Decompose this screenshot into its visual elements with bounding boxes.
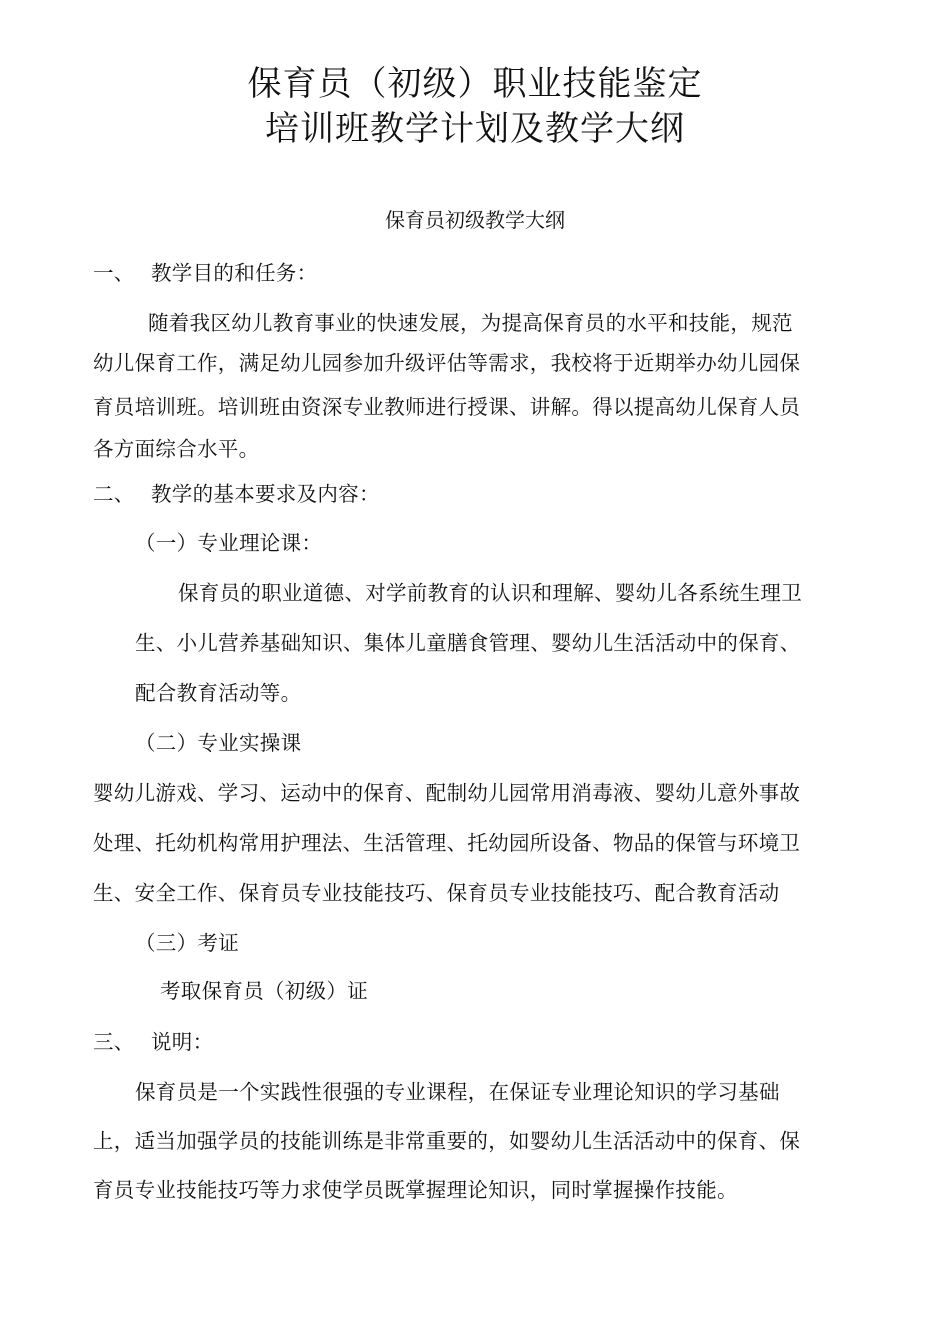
subsection-2-line: 婴幼儿游戏、学习、运动中的保育、配制幼儿园常用消毒液、婴幼儿意外事故: [93, 781, 801, 805]
document-title-line-1: 保育员（初级）职业技能鉴定: [247, 64, 703, 104]
subsection-3-heading: （三）考证: [135, 931, 239, 955]
section-1-paragraph-line: 随着我区幼儿教育事业的快速发展，为提高保育员的水平和技能，规范: [148, 311, 793, 335]
document-title-line-2: 培训班教学计划及教学大纲: [265, 109, 685, 149]
section-2-number: 二、: [93, 482, 135, 506]
section-1-heading: [93, 256, 317, 286]
section-3-heading: [93, 1025, 213, 1055]
subsection-1-line: 配合教育活动等。: [135, 681, 302, 705]
document-subtitle: 保育员初级教学大纲: [385, 208, 565, 232]
section-2-title: 教学的基本要求及内容：: [151, 482, 380, 506]
section-3-title: 说明：: [151, 1030, 214, 1054]
section-1-title: 教学目的和任务：: [151, 261, 318, 285]
section-3-paragraph-line: 育员专业技能技巧等力求使学员既掌握理论知识，同时掌握操作技能。: [93, 1178, 738, 1202]
subsection-3-text: 考取保育员（初级）证: [160, 979, 368, 1003]
section-1-paragraph-line: 育员培训班。培训班由资深专业教师进行授课、讲解。得以提高幼儿保育人员: [93, 395, 801, 419]
section-3-number: 三、: [93, 1030, 135, 1054]
section-3-paragraph-line: 保育员是一个实践性很强的专业课程，在保证专业理论知识的学习基础: [135, 1080, 780, 1104]
subsection-1-line: 生、小儿营养基础知识、集体儿童膳食管理、婴幼儿生活活动中的保育、: [135, 631, 801, 655]
subsection-2-line: 生、安全工作、保育员专业技能技巧、保育员专业技能技巧、配合教育活动: [93, 881, 780, 905]
section-3-paragraph-line: 上，适当加强学员的技能训练是非常重要的，如婴幼儿生活活动中的保育、保: [93, 1129, 801, 1153]
subsection-2-heading: （二）专业实操课: [135, 731, 302, 755]
section-1-paragraph-line: 幼儿保育工作，满足幼儿园参加升级评估等需求，我校将于近期举办幼儿园保: [93, 351, 801, 375]
section-1-number: 一、: [93, 261, 135, 285]
section-1-paragraph-line: 各方面综合水平。: [93, 437, 260, 461]
subsection-2-line: 处理、托幼机构常用护理法、生活管理、托幼园所设备、物品的保管与环境卫: [93, 831, 801, 855]
subsection-1-line: 保育员的职业道德、对学前教育的认识和理解、婴幼儿各系统生理卫: [178, 581, 802, 605]
subsection-1-heading: （一）专业理论课：: [135, 531, 323, 555]
section-2-heading: [93, 477, 380, 507]
